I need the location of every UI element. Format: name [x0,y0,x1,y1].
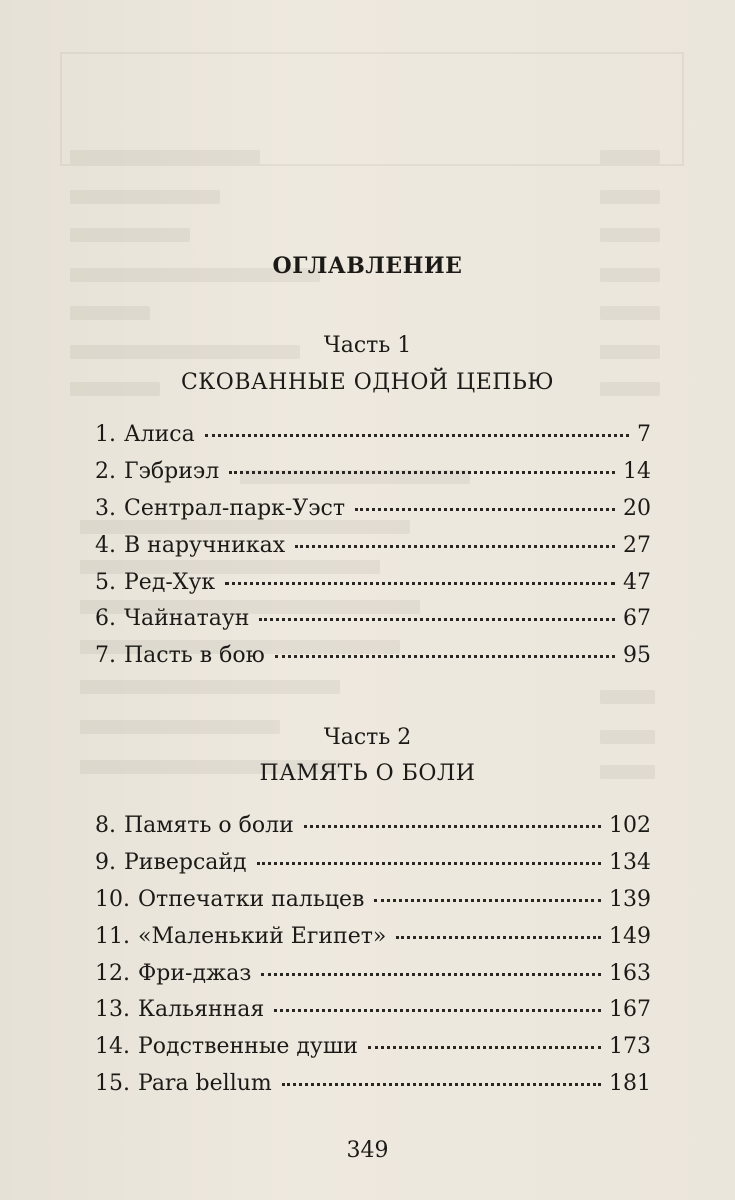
part-1-number: Часть 1 [323,333,412,358]
chapter-number: 9. [95,849,116,875]
toc-entry[interactable] [95,961,651,998]
toc-entry[interactable] [95,606,651,643]
chapter-number: 7. [95,643,116,669]
dot-leader [374,899,601,902]
dot-leader [355,508,615,511]
dot-leader [295,545,615,548]
toc-entry[interactable] [95,496,651,533]
toc-entry[interactable] [95,422,651,459]
chapter-page: 47 [623,569,651,595]
dot-leader [225,582,615,585]
chapter-number: 6. [95,606,116,632]
part-2-number: Часть 2 [323,725,412,750]
part-1-chapter-list [95,422,651,680]
chapter-title: Сентрал-парк-Уэст [124,495,346,521]
toc-entry[interactable] [95,570,651,607]
chapter-page: 95 [623,643,651,669]
toc-entry[interactable] [95,924,651,961]
toc-entry[interactable] [95,997,651,1034]
chapter-title: Риверсайд [124,849,247,875]
dot-leader [274,1009,601,1012]
chapter-title: Пасть в бою [124,643,265,669]
dot-leader [261,973,601,976]
chapter-title: В наручниках [124,532,286,558]
chapter-page: 173 [609,1034,651,1060]
part-2-chapter-list [95,813,651,1108]
chapter-page: 7 [637,422,651,447]
chapter-title: Гэбриэл [124,458,220,484]
chapter-page: 102 [609,813,651,838]
toc-entry[interactable] [95,1034,651,1071]
toc-entry[interactable] [95,459,651,496]
dot-leader [396,936,601,939]
part-1-title: СКОВАННЫЕ ОДНОЙ ЦЕПЬЮ [180,370,555,395]
dot-leader [257,862,601,865]
chapter-number: 13. [95,997,130,1023]
chapter-page: 14 [623,458,651,484]
chapter-title: Para bellum [138,1071,272,1097]
chapter-number: 8. [95,813,116,838]
toc-title: ОГЛАВЛЕНИЕ [272,253,463,279]
chapter-number: 4. [95,532,116,558]
chapter-title: Память о боли [124,813,294,838]
chapter-title: Ред-Хук [124,569,216,595]
chapter-page: 167 [609,997,651,1023]
toc-entry[interactable] [95,850,651,887]
chapter-number: 5. [95,569,116,595]
chapter-number: 12. [95,960,130,986]
dot-leader [229,471,615,474]
dot-leader [368,1046,601,1049]
chapter-title: «Маленький Египет» [138,923,387,949]
toc-entry[interactable] [95,887,651,924]
chapter-number: 15. [95,1071,130,1097]
toc-entry[interactable] [95,643,651,680]
page-number: 349 [346,1138,389,1163]
chapter-page: 27 [623,532,651,558]
chapter-number: 11. [95,923,130,949]
chapter-number: 1. [95,422,116,447]
chapter-page: 134 [609,849,651,875]
chapter-page: 139 [609,886,651,912]
part-2-title: ПАМЯТЬ О БОЛИ [259,761,476,786]
dot-leader [275,655,615,658]
chapter-page: 67 [623,606,651,632]
dot-leader [282,1083,601,1086]
chapter-title: Родственные души [138,1034,358,1060]
chapter-page: 163 [609,960,651,986]
chapter-page: 149 [609,923,651,949]
chapter-number: 14. [95,1034,130,1060]
chapter-title: Кальянная [138,997,265,1023]
chapter-number: 3. [95,495,116,521]
dot-leader [259,618,615,621]
chapter-title: Фри-джаз [138,960,252,986]
dot-leader [205,434,629,437]
chapter-number: 2. [95,458,116,484]
toc-entry[interactable] [95,533,651,570]
chapter-title: Чайнатаун [124,606,250,632]
toc-entry[interactable] [95,1071,651,1108]
toc-entry[interactable] [95,813,651,850]
chapter-number: 10. [95,886,130,912]
chapter-title: Отпечатки пальцев [138,886,365,912]
chapter-page: 181 [609,1071,651,1097]
chapter-title: Алиса [124,422,195,447]
dot-leader [304,825,601,828]
chapter-page: 20 [623,495,651,521]
